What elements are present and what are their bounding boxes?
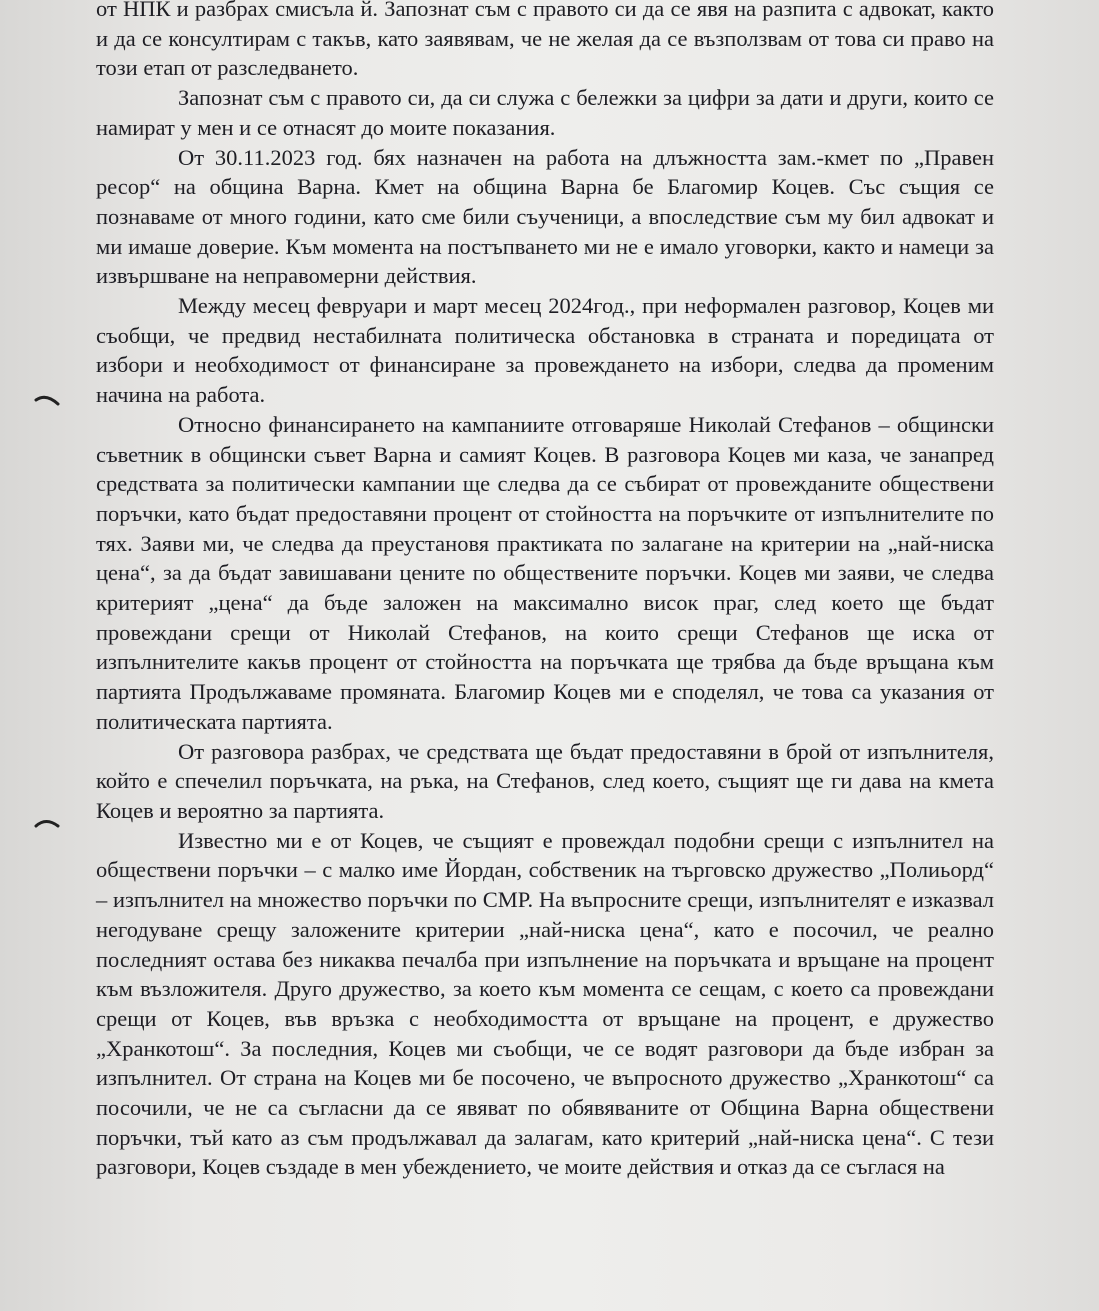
paragraph: от НПК и разбрах смисъла й. Запознат съм с правото си да се явя на разпита с адвокат, както и да се консултирам с такъв, като заявявам, че не желая да се възползвам от това си право на този етап от разследването. bbox=[96, 0, 994, 81]
document-body bbox=[96, 0, 994, 1182]
paragraph: От разговора разбрах, че средствата ще бъдат предоставяни в брой от изпълнителя, който е спечелил поръчката, на ръка, на Стефанов, след което, същият ще ги дава на кмета Коцев и вероятно за партията. bbox=[96, 738, 994, 823]
paragraph: От 30.11.2023 год. бях назначен на работа на длъжността зам.-кмет по „Правен ресор“ на община Варна. Кмет на община Варна бе Благомир Коцев. Със същия се познаваме от много години, като сме били съученици, а впоследствие съм му бил адвокат и ми имаше доверие. Към момента на постъпването ми не е имало уговорки, както и намеци за извършване на неправомерни действия. bbox=[96, 144, 994, 289]
paragraph: Относно финансирането на кампаниите отговаряше Николай Стефанов – общински съветник в общински съвет Варна и самият Коцев. В разговора Коцев ми каза, че занапред средствата за политически кампании ще следва да се събират от провежданите обществени поръчки, като бъдат предоставяни процент от стойността на поръчките от изпълнителите по тях. Заяви ми, че следва да преустановя практиката по залагане на критерии на „най-ниска цена“, за да бъдат завишавани цените по обществените поръчки. Коцев ми заяви, че следва критерият „цена“ да бъде заложен на максимално висок праг, след което ще бъдат провеждани срещи от Николай Стефанов, на които срещи Стефанов ще иска от изпълнителите какъв процент от стойността на поръчката ще трябва да бъде връщана към партията Продължаваме промяната. Благомир Коцев ми е споделял, че това са указания от политическата партията. bbox=[96, 411, 994, 734]
paragraph: Между месец февруари и март месец 2024год., при неформален разговор, Коцев ми съобщи, че предвид нестабилната политическа обстановка в страната и поредицата от избори и необходимост от финансиране за провеждането на избори, следва да променим начина на работа. bbox=[96, 293, 994, 408]
margin-tick-mark bbox=[34, 818, 60, 830]
paragraph: Известно ми е от Коцев, че същият е провеждал подобни срещи с изпълнител на обществени поръчки – с малко име Йордан, собственик на търговско дружество „Полиьорд“ – изпълнител на множество поръчки по СМР. На въпросните срещи, изпълнителят е изказвал негодуване срещу заложените критерии „най-ниска цена“, като е посочил, че реално последният остава без никаква печалба при изпълнение на поръчката и връщане на процент към възложителя. Друго дружество, за което към момента се сещам, с което са провеждани срещи от Коцев, във връзка с необходимостта от връщане на процент, е дружество „Хранкотош“. За последния, Коцев ми съобщи, че се водят разговори да бъде избран за изпълнител. От страна на Коцев ми бе посочено, че въпросното дружество „Хранкотош“ са посочили, че не са съгласни да се явяват по обявяваните от Община Варна обществени поръчки, тъй като аз съм продължавал да залагам, като критерий „най-ниска цена“. С тези разговори, Коцев създаде в мен убеждението, че моите действия и отказ да се съглася на bbox=[96, 827, 994, 1180]
paragraph: Запознат съм с правото си, да си служа с бележки за цифри за дати и други, които се намират у мен и се отнасят до моите показания. bbox=[96, 85, 994, 140]
margin-tick-mark bbox=[34, 394, 60, 406]
